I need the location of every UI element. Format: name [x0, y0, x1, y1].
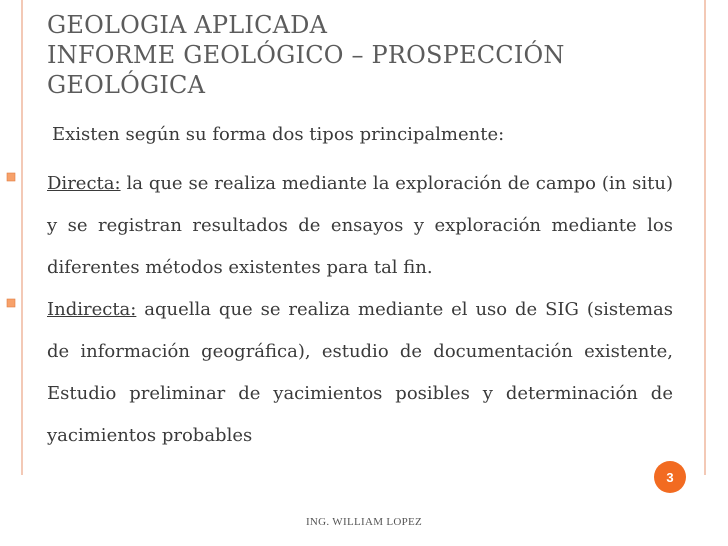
title-line-2: INFORME GEOLÓGICO – PROSPECCIÓN: [47, 41, 565, 69]
item-description: la que se realiza mediante la exploración de campo (in situ) y se registran resultados de ensayos y exploración mediante los diferentes métodos existentes para tal fin.: [47, 173, 673, 278]
intro-text: Existen según su forma dos tipos principalmente:: [52, 124, 505, 145]
square-bullet-icon: [6, 172, 16, 182]
left-border-line: [21, 0, 23, 475]
title-line-3: GEOLÓGICA: [47, 71, 206, 99]
slide-title: [47, 10, 667, 100]
item-text: [47, 163, 673, 289]
right-border-line: [704, 0, 706, 475]
footer-author: ING. WILLIAM LOPEZ: [305, 516, 423, 528]
title-line-1: GEOLOGIA APLICADA: [47, 11, 328, 39]
page-number-badge: 3: [654, 461, 686, 493]
item-term: Indirecta:: [47, 299, 137, 320]
item-description: aquella que se realiza mediante el uso de SIG (sistemas de información geográfica), estudio de documentación existente, Estudio preliminar de yacimientos posibles y determinación de yacimientos probables: [47, 299, 673, 446]
item-text: [47, 289, 673, 457]
item-term: Directa:: [47, 173, 121, 194]
square-bullet-icon: [6, 298, 16, 308]
